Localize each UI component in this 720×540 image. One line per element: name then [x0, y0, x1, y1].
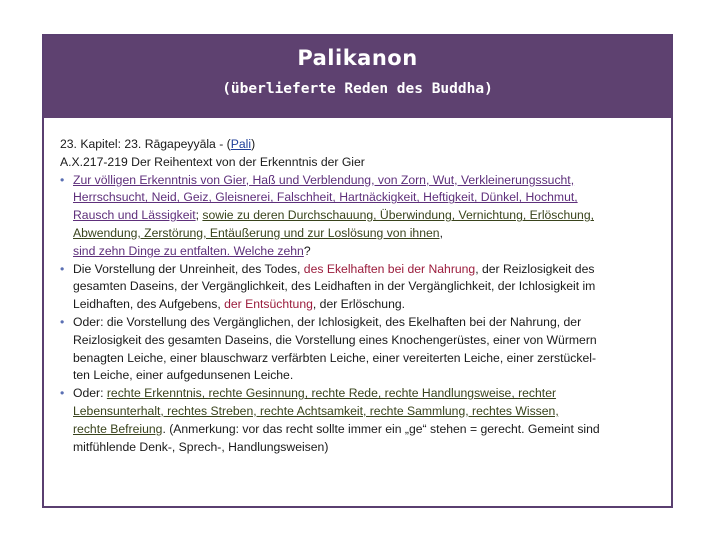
bullet-item [60, 261, 661, 279]
bullet-icon: • [60, 314, 65, 329]
chapter-prefix: 23. Kapitel: 23. Rāgapeyyāla - ( [60, 137, 231, 151]
bullet-text: Oder: [73, 386, 107, 401]
bullet-text: , der Erlöschung. [312, 297, 406, 312]
chapter-suffix: ) [251, 137, 256, 151]
bullet-text: des Ekelhaften bei der Nahrung [303, 261, 476, 276]
bullet-continuation: ten Leiche, einer aufgedunsenen Leiche. [73, 368, 294, 383]
bullet-continuation: Reizlosigkeit des gesamten Daseins, die Vorstellung eines Knochengerüstes, einer von Würmern [73, 332, 597, 347]
bullet-continuation: mitfühlende Denk-, Sprech-, Handlungsweisen) [73, 439, 329, 454]
bullet-text: ; [195, 208, 203, 223]
bullet-text: Lebensunterhalt, rechtes Streben, rechte Achtsamkeit, rechte Sammlung, rechtes Wissen, [73, 403, 559, 418]
reference-line: A.X.217-219 Der Reihentext von der Erkenntnis der Gier [60, 154, 365, 169]
bullet-text: Abwendung, Zerstörung, Entäußerung und zur Loslösung von ihnen [73, 225, 440, 240]
title-banner [44, 36, 671, 118]
bullet-continuation: benagten Leiche, einer blauschwarz verfärbten Leiche, einer vereiterten Leiche, einer zerstückel- [73, 350, 597, 365]
bullet-continuation: gesamten Daseins, der Vergänglichkeit, des Leidhaften in der Vergänglichkeit, der Ichlosigkeit im [73, 279, 596, 294]
bullet-continuation [60, 403, 661, 421]
bullet-text: . (Anmerkung: vor das recht sollte immer ein „ge“ stehen = gerecht. Gemeint sind [162, 421, 600, 436]
bullet-icon: • [60, 172, 65, 187]
bullet-text: rechte Erkenntnis, rechte Gesinnung, rechte Rede, rechte Handlungsweise, rechter [106, 386, 557, 401]
bullet-continuation [60, 189, 661, 207]
bullet-continuation [60, 243, 661, 261]
page-subtitle: (überlieferte Reden des Buddha) [222, 81, 493, 97]
bullet-text: der Entsüchtung [224, 297, 313, 312]
text-body [60, 136, 661, 456]
bullet-icon: • [60, 261, 65, 276]
bullet-text: , [439, 225, 443, 240]
page-title: Palikanon [297, 46, 418, 70]
bullet-icon: • [60, 386, 65, 401]
bullet-continuation [60, 207, 661, 225]
bullet-text: ? [303, 243, 311, 258]
bullet-text: rechte Befreiung [73, 421, 163, 436]
bullet-continuation [60, 421, 661, 439]
bullet-text: Leidhaften, des Aufgebens, [73, 297, 225, 312]
bullet-continuation [60, 225, 661, 243]
bullet-text: , der Reizlosigkeit des [475, 261, 595, 276]
bullet-text: Oder: die Vorstellung des Vergänglichen, der Ichlosigkeit, des Ekelhaften bei der Nahrung, der [73, 314, 582, 329]
bullet-continuation [60, 296, 661, 314]
chapter-line [60, 136, 661, 154]
pali-link[interactable]: Pali [230, 137, 252, 151]
bullet-text: sind zehn Dinge zu entfalten. Welche zehn [73, 243, 304, 258]
bullet-text: Die Vorstellung der Unreinheit, des Todes, [73, 261, 304, 276]
bullet-item [60, 385, 661, 403]
bullet-text: Zur völligen Erkenntnis von Gier, Haß und Verblendung, von Zorn, Wut, Verkleinerungssucht, [73, 172, 575, 187]
bullet-item [60, 172, 661, 190]
bullet-item [60, 314, 661, 332]
bullet-text: Herrschsucht, Neid, Geiz, Gleisnerei, Falschheit, Hartnäckigkeit, Heftigkeit, Dünkel, Hochmut, [73, 190, 578, 205]
bullet-text: Rausch und Lässigkeit [73, 208, 196, 223]
bullet-text: sowie zu deren Durchschauung, Überwindung, Vernichtung, Erlöschung, [202, 208, 594, 223]
slide-frame [42, 34, 673, 508]
